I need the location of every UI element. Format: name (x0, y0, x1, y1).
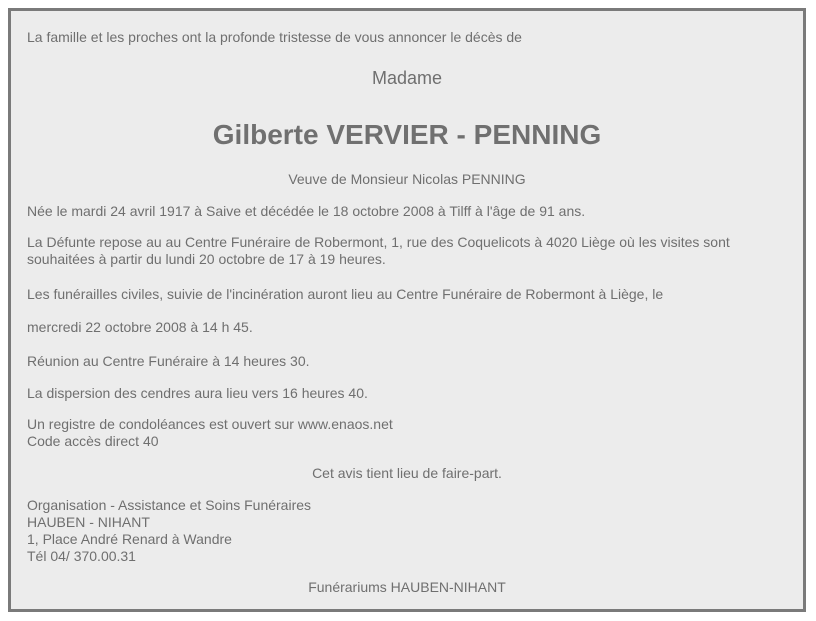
widow-of-text: Veuve de Monsieur Nicolas PENNING (288, 171, 526, 187)
funeral-date-text: mercredi 22 octobre 2008 à 14 h 45. (27, 319, 253, 335)
faire-part-text: Cet avis tient lieu de faire-part. (312, 465, 502, 481)
footer-funeral-home: Funérariums HAUBEN-NIHANT (308, 579, 506, 595)
deceased-name: Gilberte VERVIER - PENNING (212, 119, 602, 150)
birth-death-text: Née le mardi 24 avril 1917 à Saive et décédée le 18 octobre 2008 à Tilff à l'âge de 91 ans. (27, 203, 586, 219)
salutation-title: Madame (371, 68, 443, 88)
funeral-text: Les funérailles civiles, suivie de l'incinération auront lieu au Centre Funéraire de Robermont à Liège, le (27, 286, 664, 302)
registry-line-2: Code accès direct 40 (27, 433, 159, 449)
organisation-line-2: HAUBEN - NIHANT (27, 514, 150, 530)
death-notice-frame (8, 8, 806, 612)
intro-text: La famille et les proches ont la profonde tristesse de vous annoncer le décès de (27, 29, 522, 45)
organisation-line-1: Organisation - Assistance et Soins Funéraires (27, 497, 312, 513)
ashes-text: La dispersion des cendres aura lieu vers 16 heures 40. (27, 385, 368, 401)
death-notice-content (27, 11, 787, 609)
organisation-phone: Tél 04/ 370.00.31 (27, 548, 136, 564)
rest-location-line-1: La Défunte repose au au Centre Funéraire de Robermont, 1, rue des Coquelicots à 4020 Liège où les visites sont (27, 234, 730, 250)
registry-line-1: Un registre de condoléances est ouvert sur www.enaos.net (27, 416, 393, 432)
rest-location-line-2: souhaitées à partir du lundi 20 octobre de 17 à 19 heures. (27, 251, 386, 267)
organisation-line-3: 1, Place André Renard à Wandre (27, 531, 232, 547)
meeting-text: Réunion au Centre Funéraire à 14 heures 30. (27, 353, 310, 369)
